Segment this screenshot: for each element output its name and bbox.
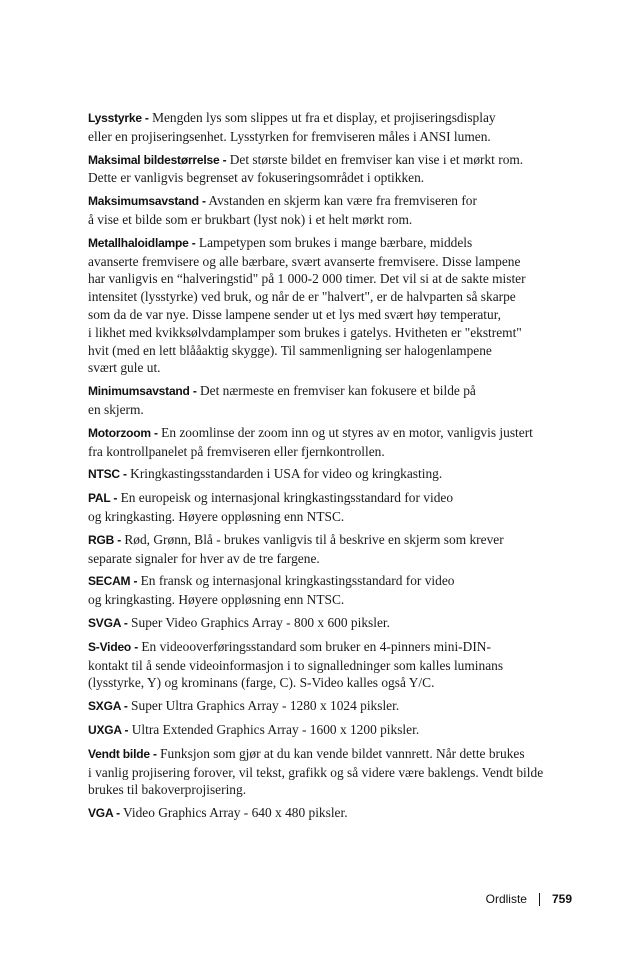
glossary-term: Motorzoom - <box>88 425 158 440</box>
entry-line <box>88 674 578 692</box>
glossary-term: RGB - <box>88 532 121 547</box>
definition-text: En videooverføringsstandard som bruker en 4-pinners mini-DIN- <box>138 638 491 654</box>
definition-text: brukes til bakoverprojisering. <box>88 782 247 798</box>
entry-line <box>88 591 578 609</box>
entry-line <box>88 721 578 740</box>
entry-line <box>88 169 578 187</box>
glossary-entry <box>88 234 578 377</box>
entry-line <box>88 614 578 633</box>
glossary-term: Maksimal bildestørrelse - <box>88 152 227 167</box>
glossary-term: SVGA - <box>88 615 128 630</box>
entry-line <box>88 253 578 271</box>
entry-line <box>88 697 578 716</box>
entry-line <box>88 764 578 782</box>
definition-text: Kringkastingsstandarden i USA for video og kringkasting. <box>126 466 443 482</box>
glossary-entry <box>88 638 578 692</box>
entry-line <box>88 508 578 526</box>
definition-text: En zoomlinse der zoom inn og ut styres av en motor, vanligvis justert <box>157 424 533 440</box>
footer-separator <box>539 893 540 906</box>
definition-text: Super Ultra Graphics Array - 1280 x 1024 piksler. <box>127 698 400 714</box>
entry-line <box>88 192 578 211</box>
entry-line <box>88 465 578 484</box>
definition-text: (lysstyrke, Y) og krominans (farge, C). S-Video kalles også Y/C. <box>88 675 435 691</box>
entry-line <box>88 211 578 229</box>
entry-line <box>88 288 578 306</box>
entry-line <box>88 745 578 764</box>
entry-line <box>88 324 578 342</box>
entry-line <box>88 342 578 360</box>
glossary-term: UXGA - <box>88 722 129 737</box>
glossary-entry <box>88 697 578 716</box>
definition-text: En fransk og internasjonal kringkastingsstandard for video <box>137 573 455 589</box>
definition-text: Ultra Extended Graphics Array - 1600 x 1200 piksler. <box>128 721 420 737</box>
definition-text: separate signaler for hver av de tre fargene. <box>88 550 320 566</box>
page-footer <box>486 892 572 906</box>
glossary-term: Vendt bilde - <box>88 746 157 761</box>
entry-line <box>88 234 578 253</box>
footer-section-title: Ordliste <box>485 892 527 906</box>
glossary-entry <box>88 151 578 188</box>
glossary-term: SXGA - <box>88 699 128 714</box>
entry-line <box>88 804 578 823</box>
entry-line <box>88 270 578 288</box>
definition-text: har vanligvis en “halveringstid" på 1 000-2 000 timer. Det vil si at de sakte mister <box>88 271 526 287</box>
glossary-term: SECAM - <box>88 574 138 589</box>
entry-line <box>88 401 578 419</box>
entry-line <box>88 638 578 657</box>
entry-line <box>88 151 578 170</box>
entry-line <box>88 424 578 443</box>
entry-line <box>88 572 578 591</box>
entry-line <box>88 359 578 377</box>
definition-text: intensitet (lysstyrke) ved bruk, og når de er "halvert", er de halvparten så skarpe <box>88 289 516 305</box>
entry-line <box>88 443 578 461</box>
glossary-entry <box>88 382 578 419</box>
definition-text: hvit (med en lett blååaktig skygge). Til sammenligning ser halogenlampene <box>88 342 492 358</box>
definition-text: som da de var nye. Disse lampene sender ut et lys med svært høy temperatur, <box>88 306 501 322</box>
entry-line <box>88 550 578 568</box>
page-number: 759 <box>551 892 572 906</box>
glossary-term: Minimumsavstand - <box>88 384 197 399</box>
definition-text: Rød, Grønn, Blå - brukes vanligvis til å beskrive en skjerm som krever <box>121 531 504 547</box>
definition-text: å vise et bilde som er brukbart (lyst nok) i et helt mørkt rom. <box>88 211 413 227</box>
definition-text: Super Video Graphics Array - 800 x 600 piksler. <box>127 614 390 630</box>
definition-text: Lampetypen som brukes i mange bærbare, middels <box>195 234 473 250</box>
definition-text: Det nærmeste en fremviser kan fokusere et bilde på <box>196 383 476 399</box>
glossary-entry <box>88 614 578 633</box>
definition-text: avanserte fremvisere og alle bærbare, svært avanserte fremvisere. Disse lampene <box>88 253 521 269</box>
definition-text: Avstanden en skjerm kan være fra fremviseren for <box>205 193 477 209</box>
glossary-list <box>88 109 578 828</box>
entry-line <box>88 128 578 146</box>
glossary-entry <box>88 804 578 823</box>
definition-text: svært gule ut. <box>88 360 161 376</box>
glossary-entry <box>88 721 578 740</box>
glossary-term: Lysstyrke - <box>88 111 149 125</box>
definition-text: Funksjon som gjør at du kan vende bildet vannrett. Når dette brukes <box>156 745 525 761</box>
glossary-entry <box>88 531 578 568</box>
definition-text: En europeisk og internasjonal kringkastingsstandard for video <box>117 490 454 506</box>
glossary-term: PAL - <box>88 491 118 506</box>
entry-line <box>88 781 578 799</box>
definition-text: og kringkasting. Høyere oppløsning enn NTSC. <box>88 592 345 608</box>
entry-line <box>88 489 578 508</box>
glossary-entry <box>88 192 578 229</box>
glossary-term: Maksimumsavstand - <box>88 194 206 209</box>
definition-text: fra kontrollpanelet på fremviseren eller fjernkontrollen. <box>88 443 385 459</box>
definition-text: i vanlig projisering forover, vil tekst, grafikk og så videre være baklengs. Vendt bilde <box>88 764 544 780</box>
definition-text: eller en projiseringsenhet. Lysstyrken for fremviseren måles i ANSI lumen. <box>88 128 491 144</box>
glossary-entry <box>88 109 578 146</box>
glossary-term: Metallhaloidlampe - <box>88 235 196 250</box>
glossary-entry <box>88 745 578 799</box>
glossary-entry <box>88 424 578 461</box>
glossary-term: NTSC - <box>88 467 127 482</box>
definition-text: en skjerm. <box>88 401 144 417</box>
entry-line <box>88 306 578 324</box>
definition-text: og kringkasting. Høyere oppløsning enn NTSC. <box>88 508 345 524</box>
entry-line <box>88 531 578 550</box>
definition-text: kontakt til å sende videoinformasjon i to signalledninger som kalles luminans <box>88 657 504 673</box>
entry-line <box>88 382 578 401</box>
definition-text: Dette er vanligvis begrenset av fokuseringsområdet i optikken. <box>88 170 425 186</box>
glossary-term: S-Video - <box>88 639 138 654</box>
definition-text: Det største bildet en fremviser kan vise i et mørkt rom. <box>226 151 524 167</box>
definition-text: i likhet med kvikksølvdamplamper som brukes i gatelys. Hvitheten er "ekstremt" <box>88 324 522 340</box>
glossary-entry <box>88 465 578 484</box>
glossary-term: VGA - <box>88 806 120 821</box>
glossary-entry <box>88 489 578 526</box>
definition-text: Video Graphics Array - 640 x 480 piksler. <box>119 805 348 821</box>
entry-line <box>88 109 578 128</box>
glossary-entry <box>88 572 578 609</box>
definition-text: Mengden lys som slippes ut fra et display, et projiseringsdisplay <box>148 110 496 125</box>
entry-line <box>88 657 578 675</box>
